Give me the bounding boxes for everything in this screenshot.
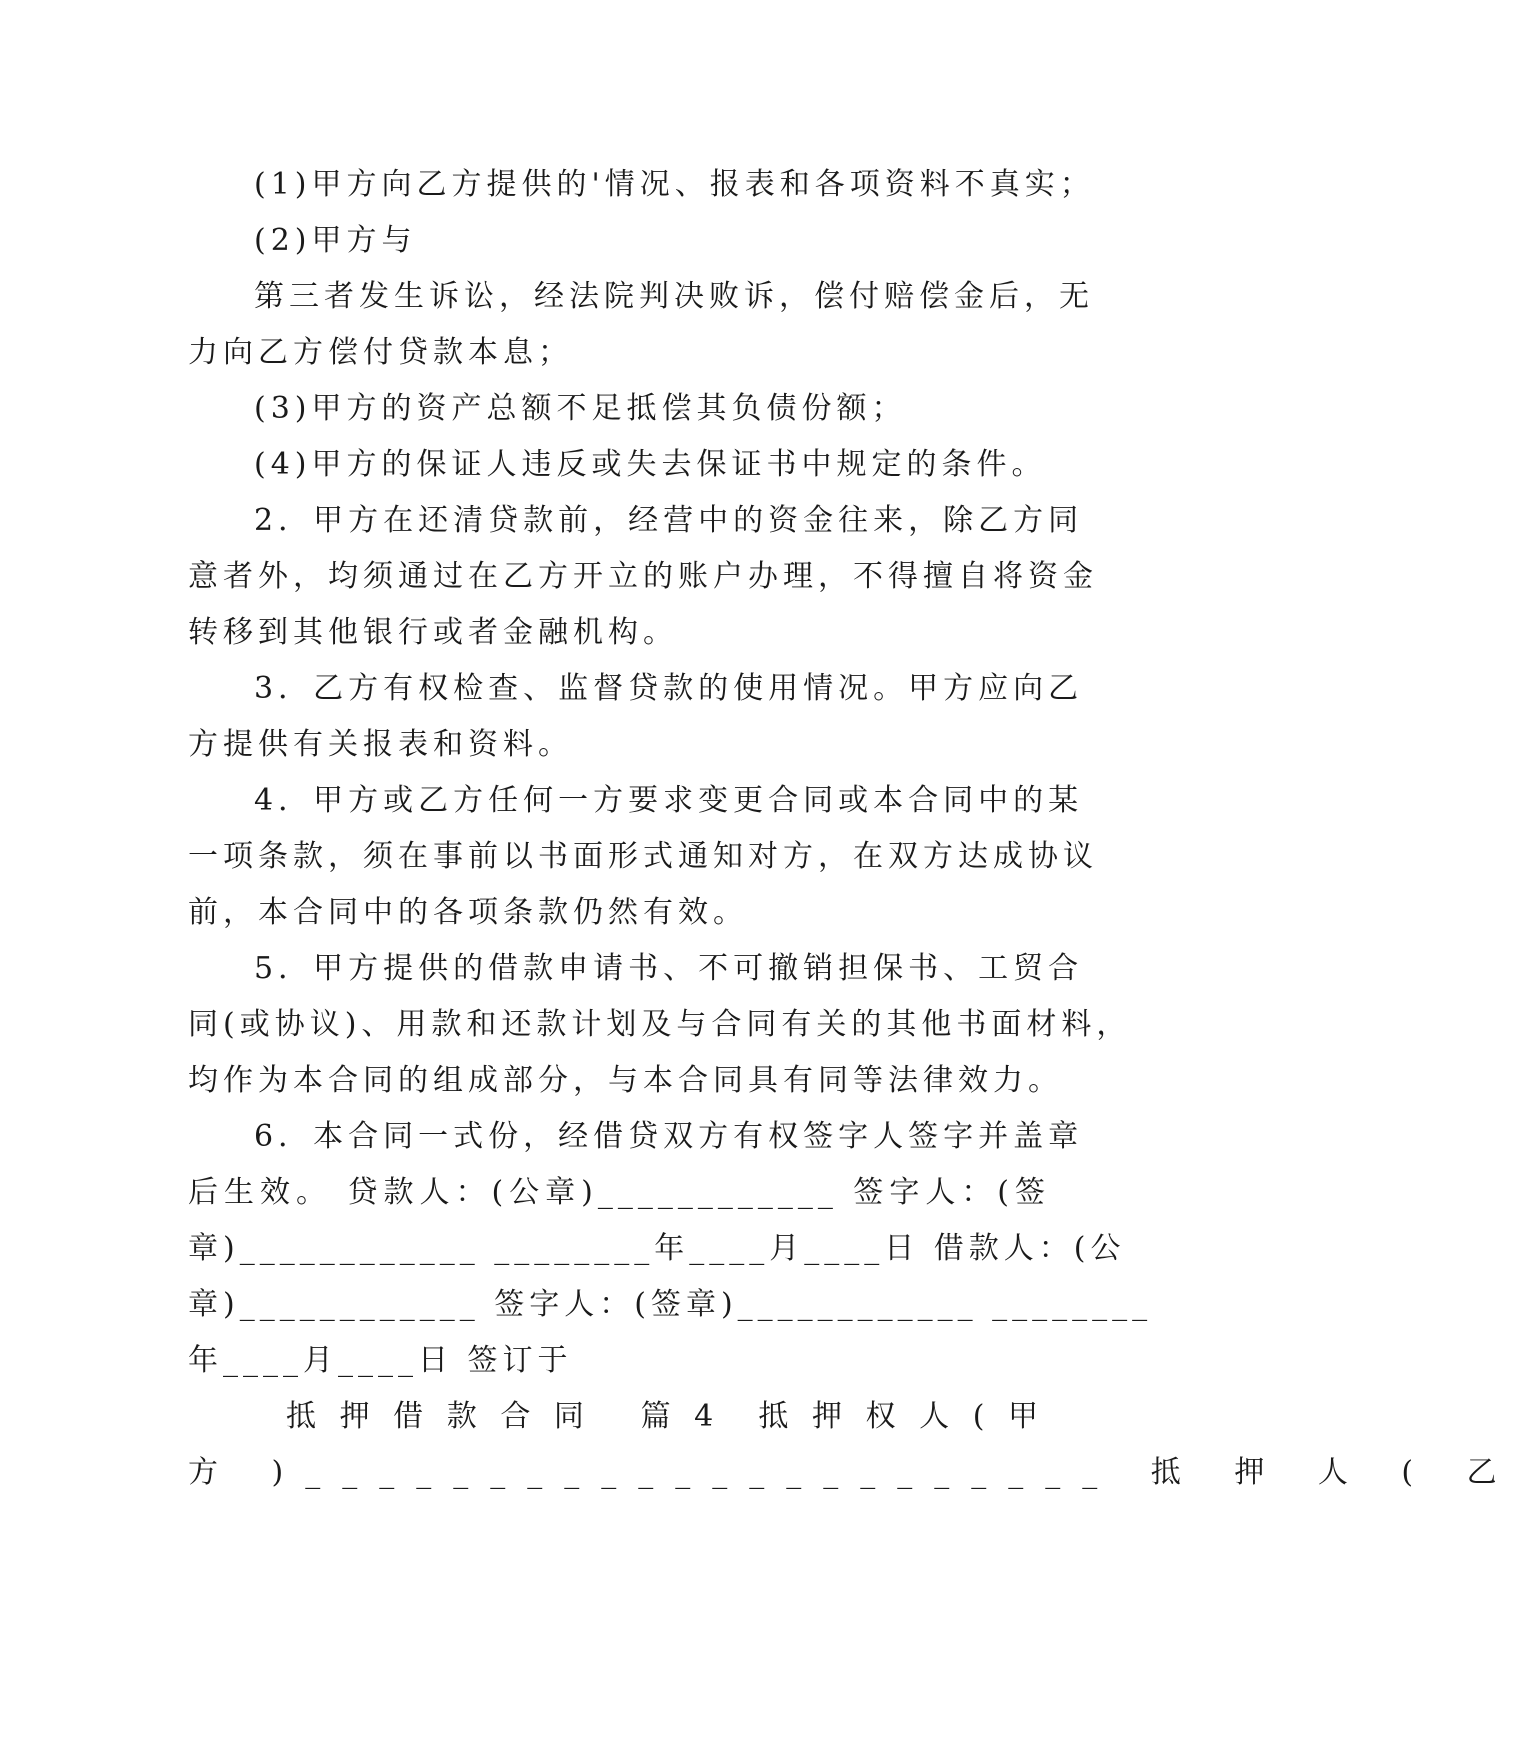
signature-line-2: 章)____________ ________年____月____日 借款人：(公 (188, 1231, 1126, 1266)
clause-2-cont-line-2: 力向乙方偿付贷款本息； (188, 335, 573, 370)
clause-1-line: (1)甲方向乙方提供的'情况、报表和各项资料不真实； (254, 167, 1095, 202)
clause-2-cont-line: 第三者发生诉讼，经法院判决败诉，偿付赔偿金后，无 (254, 279, 1094, 314)
article-4-line-1: 4．甲方或乙方任何一方要求变更合同或本合同中的某 (254, 783, 1084, 818)
article-2-line-1: 2．甲方在还清贷款前，经营中的资金往来，除乙方同 (254, 503, 1084, 538)
clause-4-line: (4)甲方的保证人违反或失去保证书中规定的条件。 (254, 447, 1047, 482)
article-4-line-2: 一项条款，须在事前以书面形式通知对方，在双方达成协议 (188, 839, 1098, 874)
signature-line-4: 年____月____日 签订于 (188, 1343, 573, 1378)
article-5-line-3: 均作为本合同的组成部分，与本合同具有同等法律效力。 (188, 1063, 1063, 1098)
signature-line-3: 章)____________ 签字人：(签章)____________ ________ (188, 1287, 1153, 1322)
signature-line-1: 后生效。 贷款人：(公章)____________ 签字人：(签 (188, 1175, 1050, 1210)
clause-3-line: (3)甲方的资产总额不足抵偿其负债份额； (254, 391, 907, 426)
contract-4-heading-line: 抵押借款合同 篇4 抵押权人(甲 (286, 1399, 1050, 1434)
article-3-line-2: 方提供有关报表和资料。 (188, 727, 573, 762)
article-4-line-3: 前，本合同中的各项条款仍然有效。 (188, 895, 748, 930)
article-2-line-2: 意者外，均须通过在乙方开立的账户办理，不得擅自将资金 (188, 559, 1098, 594)
clause-2-line: (2)甲方与 (254, 223, 417, 258)
article-6-line-1: 6．本合同一式份，经借贷双方有权签字人签字并盖章 (254, 1119, 1084, 1154)
article-2-line-3: 转移到其他银行或者金融机构。 (188, 615, 678, 650)
article-5-line-2: 同(或协议)、用款和还款计划及与合同有关的其他书面材料， (188, 1007, 1132, 1042)
contract-4-party-line: 方 )______________________ 抵 押 人 ( 乙 (188, 1455, 1519, 1490)
article-5-line-1: 5．甲方提供的借款申请书、不可撤销担保书、工贸合 (254, 951, 1084, 986)
article-3-line-1: 3．乙方有权检查、监督贷款的使用情况。甲方应向乙 (254, 671, 1084, 706)
